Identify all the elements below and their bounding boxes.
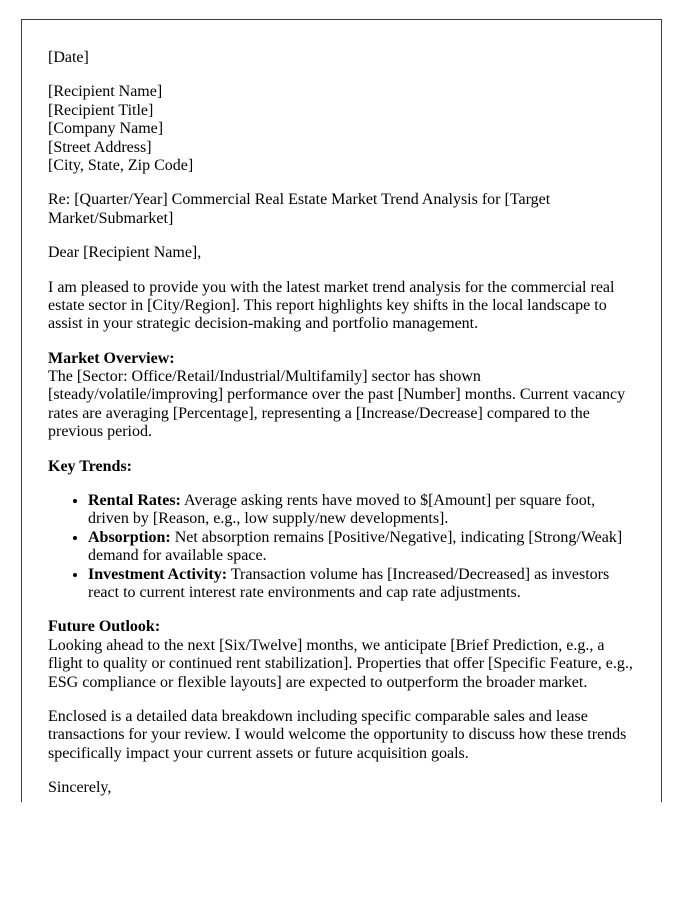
letter-frame	[21, 19, 662, 802]
closing-paragraph: Enclosed is a detailed data breakdown including specific comparable sales and lease transactions for your review. I would welcome the opportunity to discuss how these trends specifically impact your current assets or future acquisition goals.	[48, 707, 627, 762]
future-outlook-body: Looking ahead to the next [Six/Twelve] months, we anticipate [Brief Prediction, e.g., a flight to quality or continued rent stabilization]. Properties that offer [Specific Feature, e.g., ESG compliance or flexible layouts] are expected to outperform the broader market.	[48, 636, 633, 691]
bullet-rental-rates	[88, 492, 635, 529]
market-overview-section	[48, 350, 635, 442]
key-trends-heading	[48, 458, 635, 476]
recipient-address-block	[48, 83, 635, 175]
bullet-investment-activity-text: Transaction volume has [Increased/Decreased] as investors react to current interest rate environments and cap rate adjustments.	[88, 565, 610, 601]
intro-paragraph: I am pleased to provide you with the latest market trend analysis for the commercial real estate sector in [City/Region]. This report highlights key shifts in the local landscape to assist in your strategic decision-making and portfolio management.	[48, 278, 615, 333]
bullet-absorption-label: Absorption:	[88, 528, 171, 546]
signoff: Sincerely,	[48, 779, 112, 797]
date-line: [Date]	[48, 49, 89, 66]
recipient-title: [Recipient Title]	[48, 101, 154, 119]
bullet-absorption-text: Net absorption remains [Positive/Negative], indicating [Strong/Weak] demand for available space.	[88, 528, 623, 565]
recipient-name: [Recipient Name]	[48, 83, 163, 101]
bullet-rental-rates-label: Rental Rates:	[88, 492, 181, 510]
future-outlook-section	[48, 618, 635, 692]
salutation: Dear [Recipient Name],	[48, 244, 202, 262]
market-overview-heading: Market Overview:	[48, 349, 175, 367]
key-trends-list	[48, 492, 635, 602]
future-outlook-heading: Future Outlook:	[48, 618, 161, 636]
bullet-absorption	[88, 529, 635, 566]
street-address: [Street Address]	[48, 138, 152, 156]
key-trends-heading-text: Key Trends:	[48, 457, 133, 475]
company-name: [Company Name]	[48, 120, 164, 138]
bullet-investment-activity-label: Investment Activity:	[88, 565, 228, 583]
city-state-zip: [City, State, Zip Code]	[48, 156, 194, 174]
bullet-investment-activity	[88, 566, 635, 603]
market-overview-body: The [Sector: Office/Retail/Industrial/Multifamily] sector has shown [steady/volatile/improving] performance over the past [Number] months. Current vacancy rates are averaging [Percentage], representing a [Increase/Decrease] compared to the previous period.	[48, 368, 626, 441]
bullet-rental-rates-text: Average asking rents have moved to $[Amount] per square foot, driven by [Reason, e.g., low supply/new developments].	[88, 492, 596, 528]
subject-line: Re: [Quarter/Year] Commercial Real Estate Market Trend Analysis for [Target Market/Submarket]	[48, 191, 551, 227]
